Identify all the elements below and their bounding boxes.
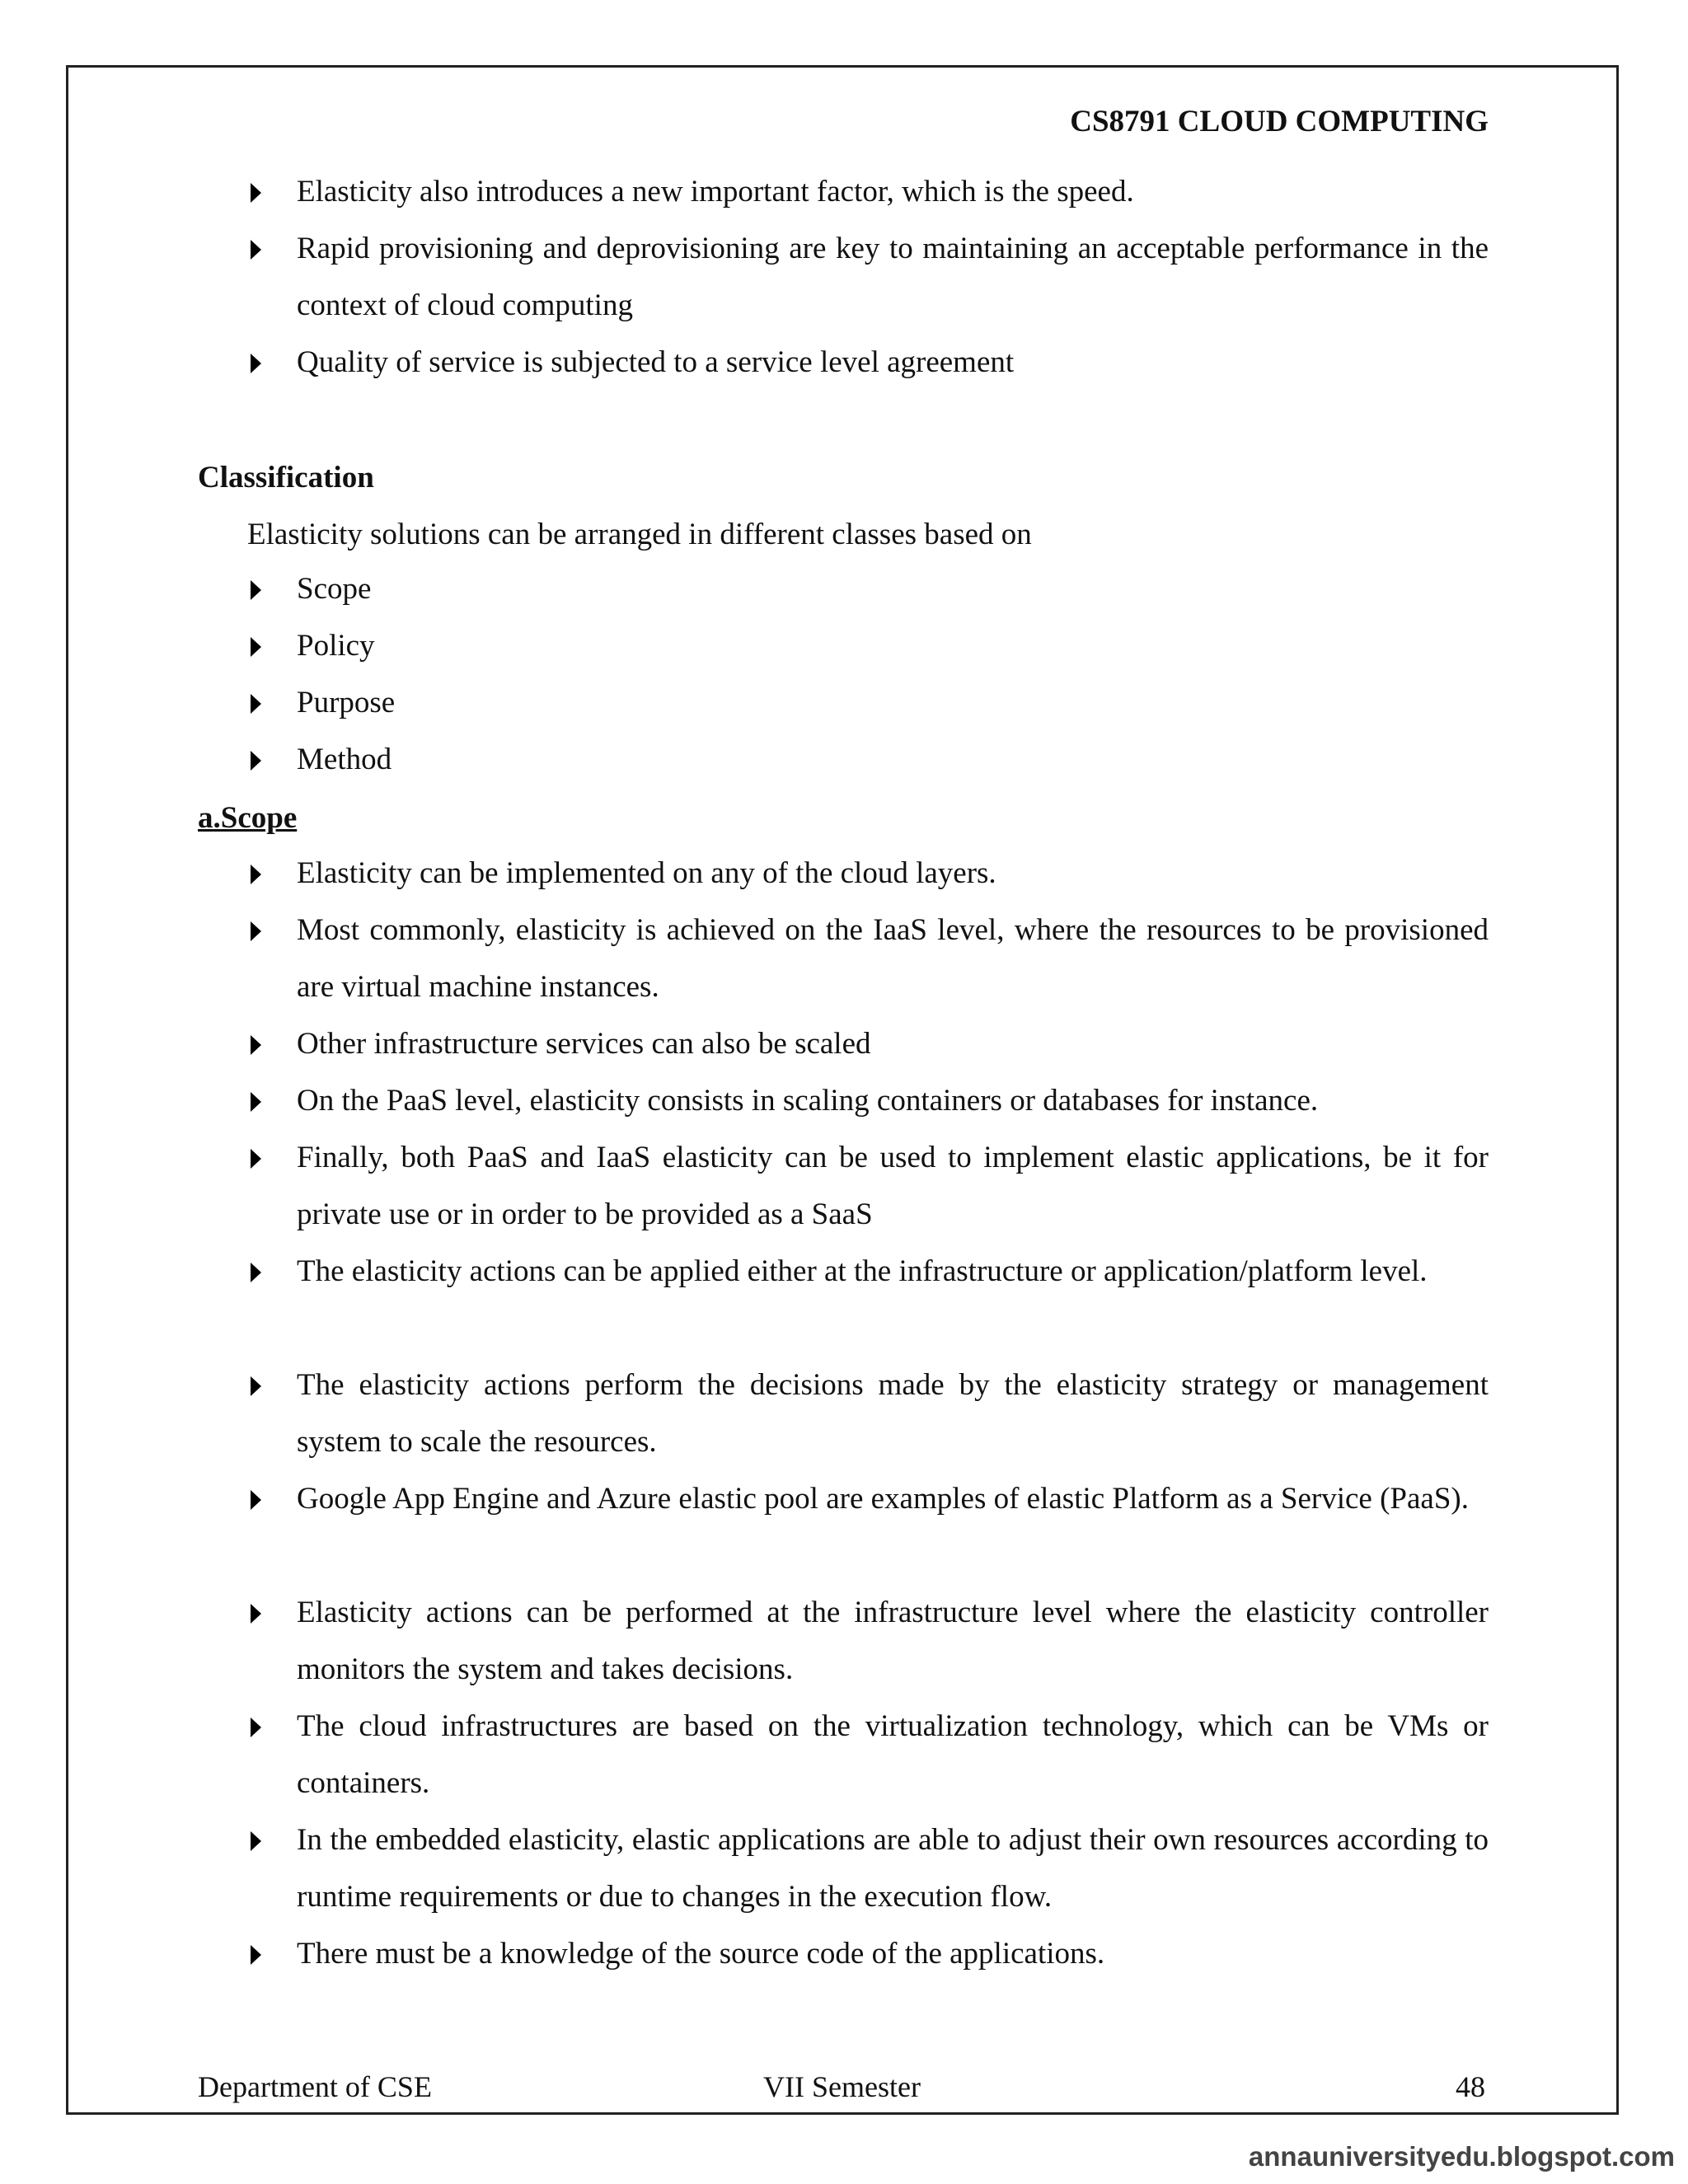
bullet-text: Elasticity can be implemented on any of the cloud layers. [297, 856, 996, 890]
bullet-text: The elasticity actions can be applied either at the infrastructure or application/platform level. [297, 1254, 1428, 1288]
bullet-text: Quality of service is subjected to a service level agreement [297, 345, 1015, 379]
classification-item-label: Method [297, 743, 392, 776]
footer-department: Department of CSE [198, 2070, 432, 2103]
bullet-text: Finally, both PaaS and IaaS elasticity can be used to implement elastic applications, be it for private use or in order to be provided as a SaaS [297, 1141, 1489, 1231]
triangle-bullet-icon [251, 921, 261, 941]
section-heading-classification: Classification [198, 461, 374, 494]
classification-item-label: Scope [297, 572, 372, 606]
bullet-text: Google App Engine and Azure elastic pool are examples of elastic Platform as a Service (PaaS). [297, 1482, 1469, 1516]
triangle-bullet-icon [251, 1490, 261, 1510]
bullet-text: Elasticity actions can be performed at the infrastructure level where the elasticity controller monitors the system and takes decisions. [297, 1596, 1489, 1686]
triangle-bullet-icon [251, 1945, 261, 1965]
triangle-bullet-icon [251, 183, 261, 203]
triangle-bullet-icon [251, 1718, 261, 1737]
bullet-text: The cloud infrastructures are based on the virtualization technology, which can be VMs or containers. [297, 1709, 1489, 1800]
footer-page-number: 48 [1456, 2070, 1485, 2103]
triangle-bullet-icon [251, 1092, 261, 1112]
triangle-bullet-icon [251, 354, 261, 373]
page-header-title: CS8791 CLOUD COMPUTING [1070, 105, 1489, 138]
classification-intro: Elasticity solutions can be arranged in different classes based on [247, 518, 1032, 551]
bullet-text: Most commonly, elasticity is achieved on the IaaS level, where the resources to be provisioned are virtual machine instances. [297, 913, 1489, 1004]
triangle-bullet-icon [251, 1149, 261, 1169]
bullet-text: On the PaaS level, elasticity consists in scaling containers or databases for instance. [297, 1084, 1319, 1118]
triangle-bullet-icon [251, 751, 261, 771]
triangle-bullet-icon [251, 1376, 261, 1396]
section-heading-scope: a.Scope [198, 801, 298, 835]
triangle-bullet-icon [251, 694, 261, 714]
triangle-bullet-icon [251, 1831, 261, 1851]
bullet-text: The elasticity actions perform the decisions made by the elasticity strategy or management system to scale the resources. [297, 1368, 1489, 1459]
triangle-bullet-icon [251, 637, 261, 657]
classification-item-label: Policy [297, 629, 375, 663]
bullet-text: Rapid provisioning and deprovisioning are key to maintaining an acceptable performance in the context of cloud computing [297, 232, 1489, 322]
watermark-url: annauniversityedu.blogspot.com [1248, 2141, 1675, 2172]
triangle-bullet-icon [251, 240, 261, 260]
bullet-text: There must be a knowledge of the source code of the applications. [297, 1937, 1105, 1971]
bullet-text: Other infrastructure services can also be scaled [297, 1027, 871, 1061]
bullet-text: In the embedded elasticity, elastic applications are able to adjust their own resources according to runtime requirements or due to changes in the execution flow. [297, 1823, 1489, 1914]
triangle-bullet-icon [251, 580, 261, 600]
bullet-text: Elasticity also introduces a new important factor, which is the speed. [297, 175, 1134, 209]
triangle-bullet-icon [251, 1604, 261, 1624]
classification-item-label: Purpose [297, 686, 396, 719]
footer-semester: VII Semester [763, 2070, 921, 2103]
triangle-bullet-icon [251, 865, 261, 884]
triangle-bullet-icon [251, 1035, 261, 1055]
triangle-bullet-icon [251, 1263, 261, 1282]
